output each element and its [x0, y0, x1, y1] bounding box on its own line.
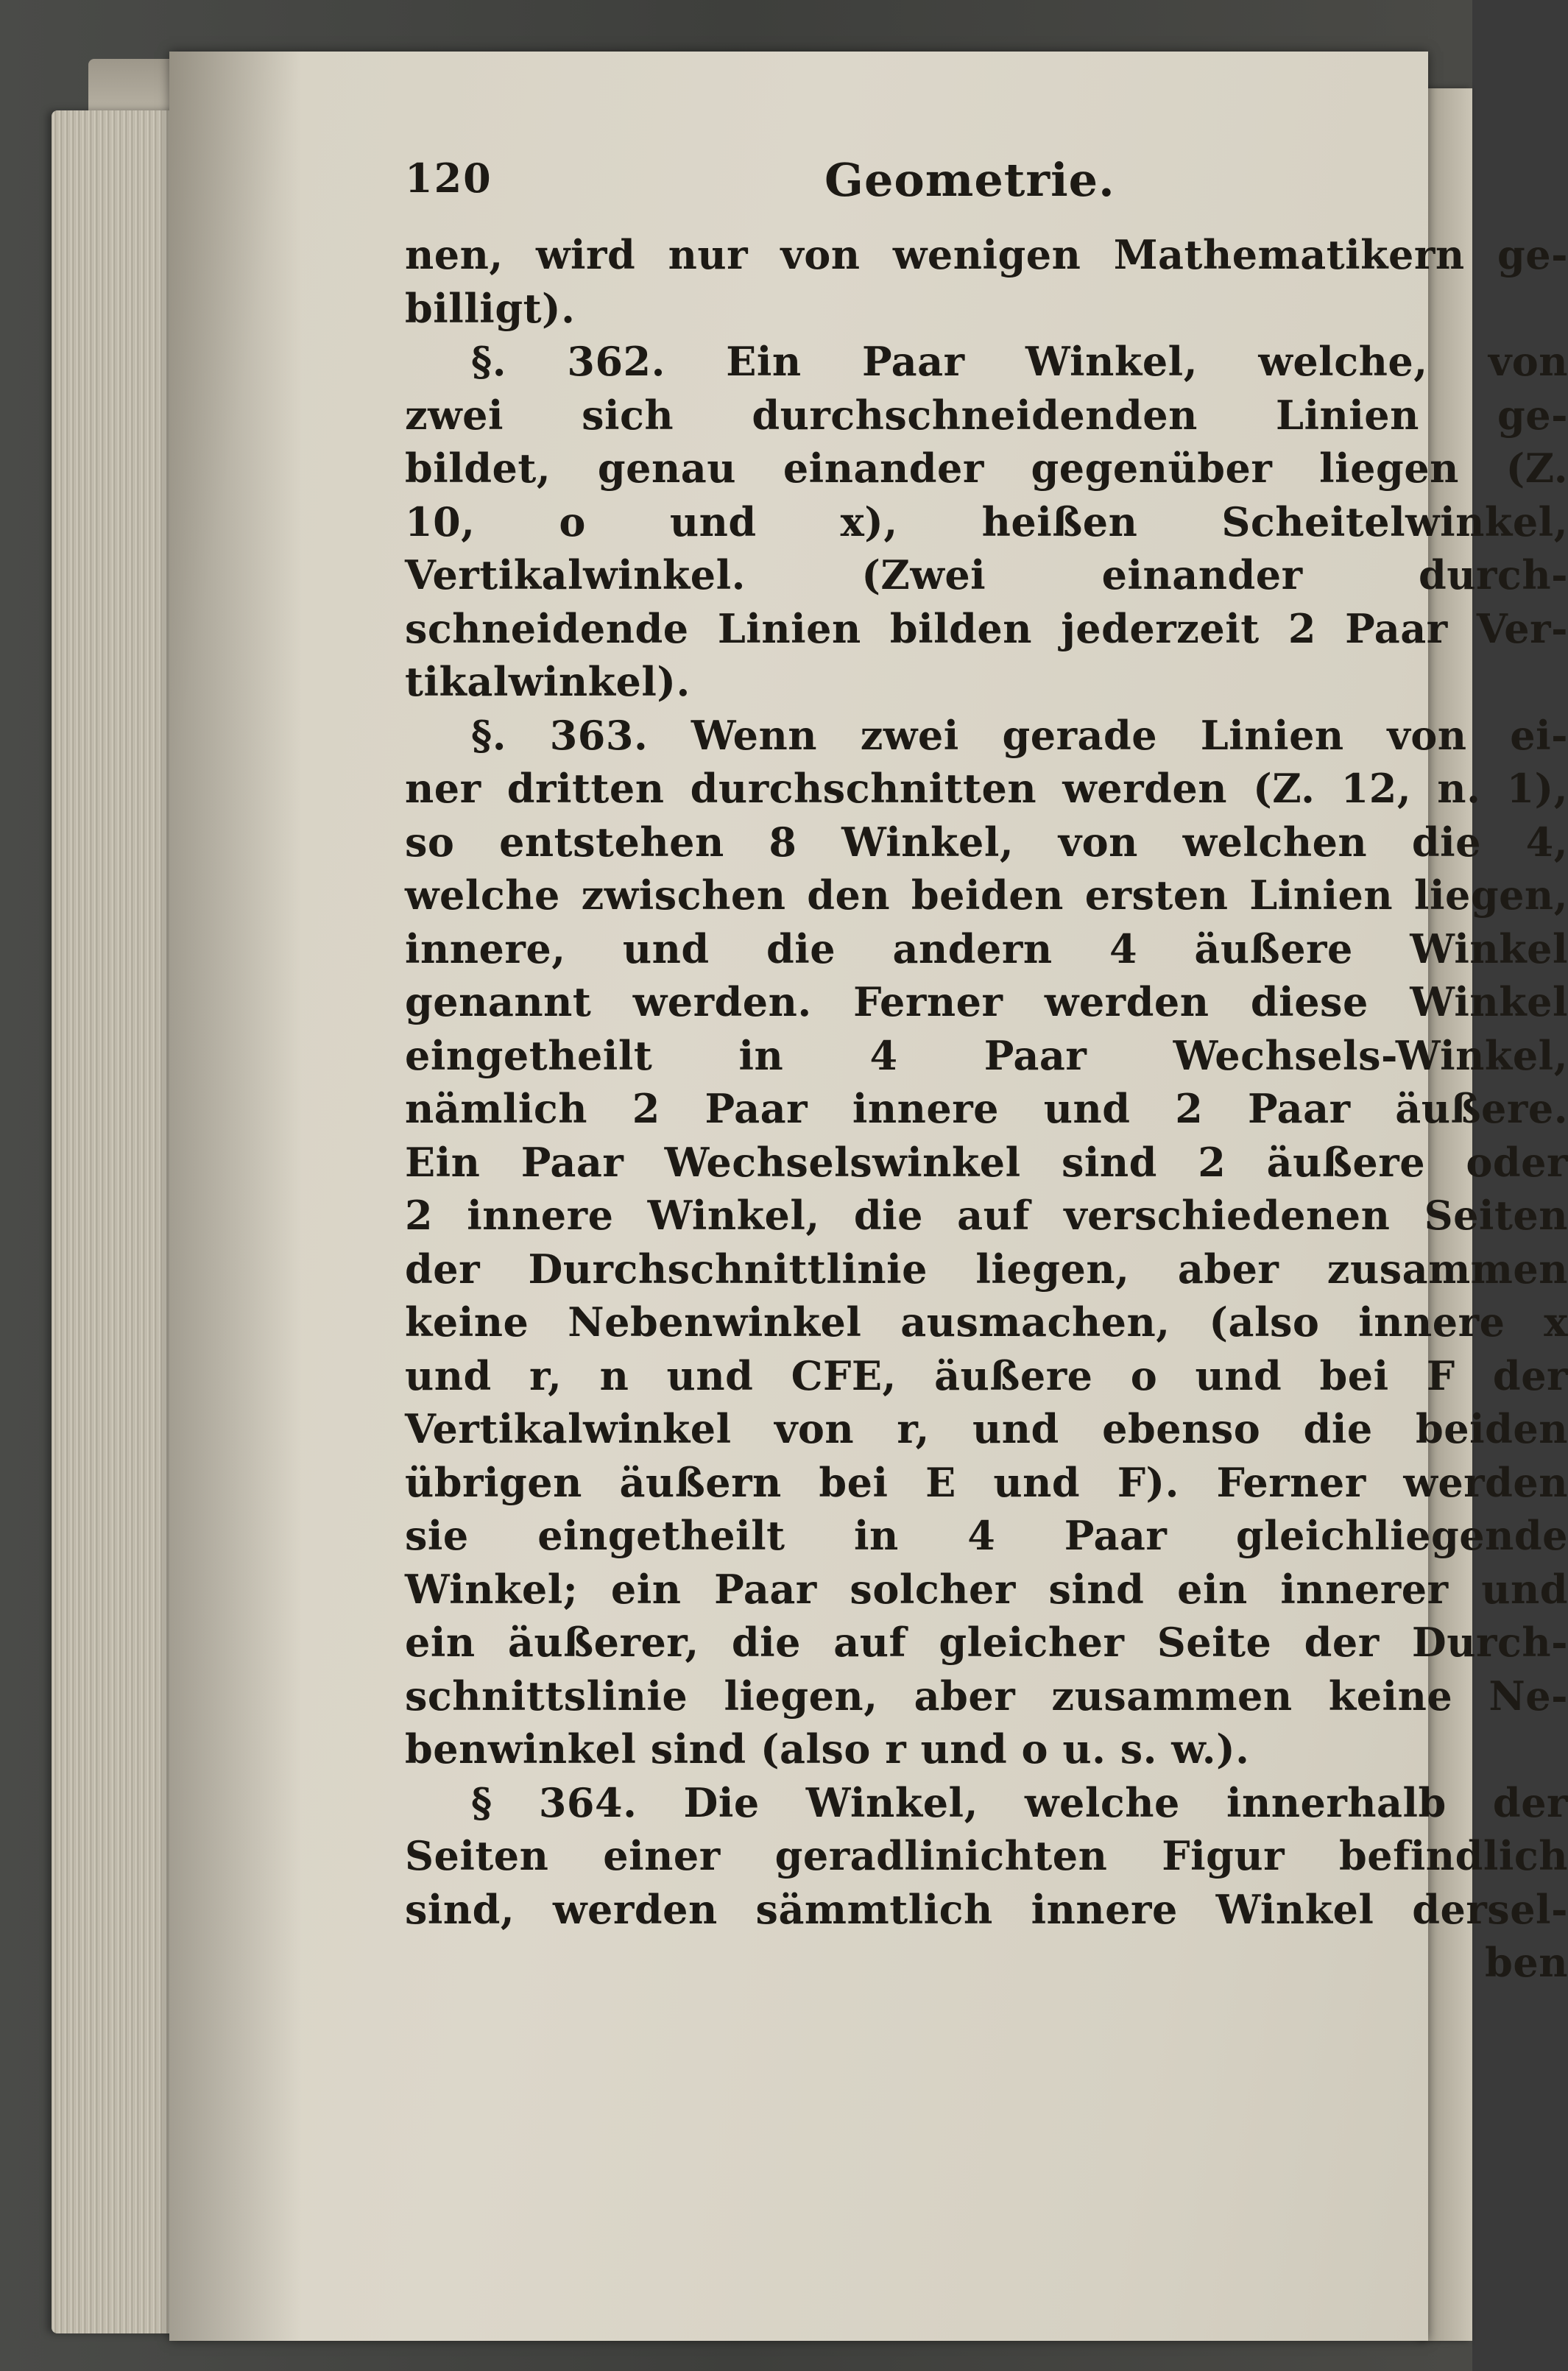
text-line: eingetheilt in 4 Paar Wechsels-Winkel, [405, 1031, 1568, 1079]
text-line: Vertikalwinkel. (Zwei einander durch- [405, 551, 1568, 598]
page-number: 120 [405, 155, 492, 202]
text-line: ein äußerer, die auf gleicher Seite der Durch- [405, 1619, 1568, 1666]
text-line: Ein Paar Wechselswinkel sind 2 äußere oder [405, 1138, 1568, 1186]
text-line: und r, n und CFE, äußere o und bei F der [405, 1351, 1568, 1399]
running-head: Geometrie. [824, 153, 1115, 207]
page-body [405, 228, 1568, 1990]
text-line: sind, werden sämmtlich innere Winkel dersel- [405, 1885, 1568, 1933]
text-line: tikalwinkel). [405, 658, 691, 705]
text-line: 2 innere Winkel, die auf verschiedenen Seiten [405, 1192, 1568, 1239]
text-line: Winkel; ein Paar solcher sind ein innerer und [405, 1565, 1568, 1613]
text-line: §. 362. Ein Paar Winkel, welche, von [471, 338, 1568, 385]
text-line: nämlich 2 Paar innere und 2 Paar äußere. [405, 1085, 1568, 1132]
text-line: Seiten einer geradlinichten Figur befindlich [405, 1832, 1568, 1879]
text-line: Vertikalwinkel von r, und ebenso die beiden [405, 1405, 1568, 1452]
text-line: ner dritten durchschnitten werden (Z. 12, n. 1), [405, 765, 1568, 812]
text-line: übrigen äußern bei E und F). Ferner werden [405, 1458, 1568, 1506]
text-line: schnittslinie liegen, aber zusammen keine Ne- [405, 1672, 1568, 1720]
text-line: welche zwischen den beiden ersten Linien liegen, [405, 872, 1568, 919]
text-line: so entstehen 8 Winkel, von welchen die 4, [405, 818, 1568, 866]
text-line: §. 363. Wenn zwei gerade Linien von ei- [471, 711, 1568, 759]
text-line: schneidende Linien bilden jederzeit 2 Paar Ver- [405, 604, 1568, 652]
text-line: 10, o und x), heißen Scheitelwinkel, [405, 498, 1568, 545]
text-line: sie eingetheilt in 4 Paar gleichliegende [405, 1512, 1568, 1559]
text-line: billigt). [405, 284, 576, 332]
text-line: bildet, genau einander gegenüber liegen (Z. [405, 445, 1568, 492]
page-header [236, 140, 1332, 221]
text-line: ben [1485, 1939, 1568, 1986]
text-line: innere, und die andern 4 äußere Winkel [405, 925, 1568, 972]
text-line: benwinkel sind (also r und o u. s. w.). [405, 1725, 1250, 1773]
text-line: § 364. Die Winkel, welche innerhalb der [471, 1778, 1568, 1826]
text-line: der Durchschnittlinie liegen, aber zusammen [405, 1245, 1568, 1293]
page-text-block [236, 140, 1568, 1986]
text-line: zwei sich durchschneidenden Linien ge- [405, 391, 1568, 439]
text-line: nen, wird nur von wenigen Mathematikern ge- [405, 231, 1568, 278]
text-line: keine Nebenwinkel ausmachen, (also innere x [405, 1298, 1568, 1346]
text-line: genannt werden. Ferner werden diese Winkel [405, 978, 1568, 1025]
